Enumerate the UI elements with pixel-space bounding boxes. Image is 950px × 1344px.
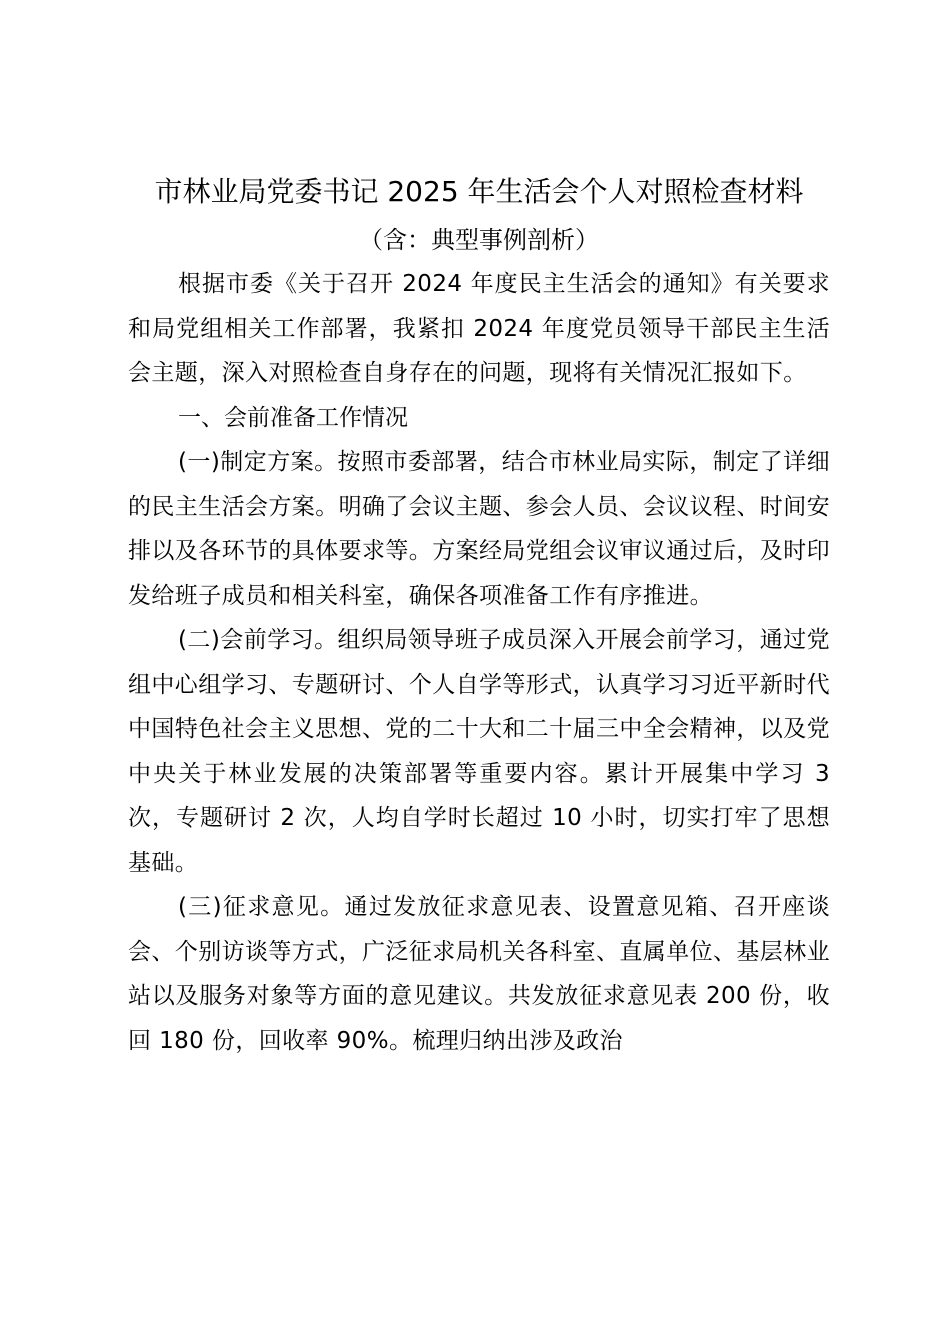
intro-paragraph: 根据市委《关于召开 2024 年度民主生活会的通知》有关要求和局党组相关工作部署，我紧扣 2024 年度党员领导干部民主生活会主题，深入对照检查自身存在的问题，现将有关情况汇报如下。 xyxy=(128,271,830,386)
paragraph-plan: (一)制定方案。按照市委部署，结合市林业局实际，制定了详细的民主生活会方案。明确了会议主题、参会人员、会议议程、时间安排以及各环节的具体要求等。方案经局党组会议审议通过后，及时印发给班子成员和相关科室，确保各项准备工作有序推进。 xyxy=(128,449,830,609)
paragraph-feedback: (三)征求意见。通过发放征求意见表、设置意见箱、召开座谈会、个别访谈等方式，广泛征求局机关各科室、直属单位、基层林业站以及服务对象等方面的意见建议。共发放征求意见表 200 份，收回 180 份，回收率 90%。梳理归纳出涉及政治 xyxy=(128,894,830,1054)
document-title: 市林业局党委书记 2025 年生活会个人对照检查材料 xyxy=(154,175,804,208)
document-body xyxy=(128,172,830,1063)
paragraph-study: (二)会前学习。组织局领导班子成员深入开展会前学习，通过党组中心组学习、专题研讨、个人自学等形式，认真学习习近平新时代中国特色社会主义思想、党的二十大和二十届三中全会精神，以及党中央关于林业发展的决策部署等重要内容。累计开展集中学习 3 次，专题研讨 2 次，人均自学时长超过 10 小时，切实打牢了思想基础。 xyxy=(128,627,830,876)
section-heading-1: 一、会前准备工作情况 xyxy=(178,404,408,431)
document-subtitle: （含：典型事例剖析） xyxy=(359,226,599,254)
